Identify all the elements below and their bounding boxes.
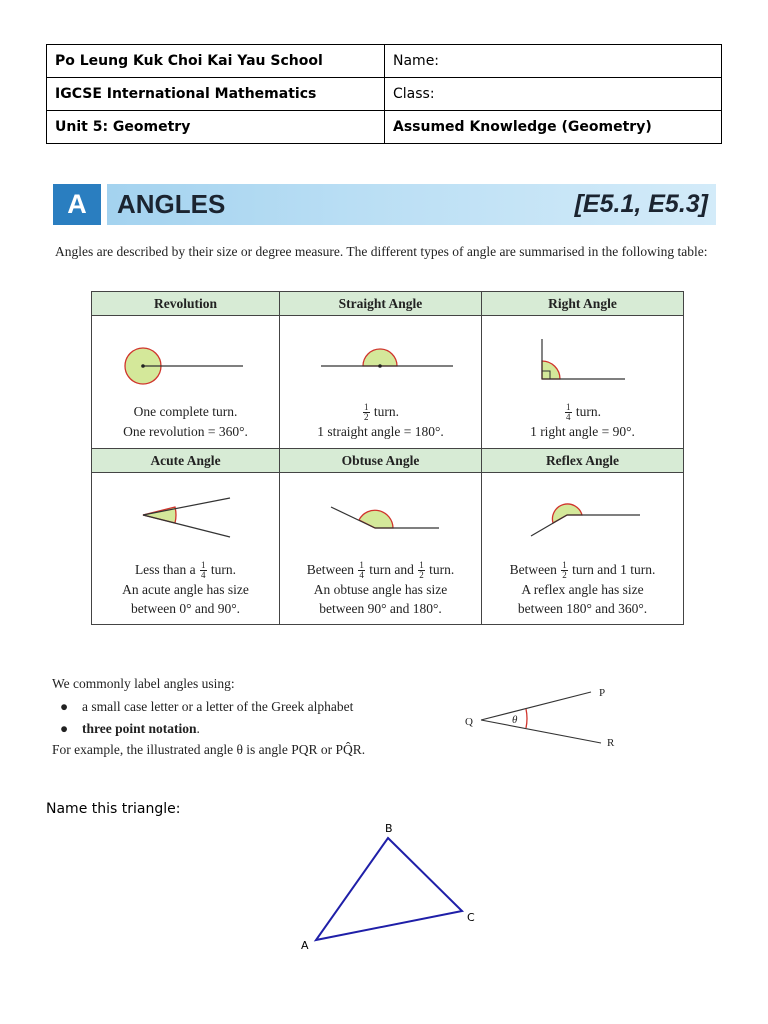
labelling-example: For example, the illustrated angle θ is angle PQR or PQ̂R. — [52, 742, 366, 757]
triangle-prompt: Name this triangle: — [46, 801, 181, 817]
heading-obtuse-angle: Obtuse Angle — [279, 448, 482, 473]
labelling-intro: We commonly label angles using: — [52, 676, 235, 691]
list-item: ● a small case letter or a letter of the Greek alphabet — [60, 699, 354, 714]
list-item: ● three point notation. — [60, 721, 200, 736]
class-field-label: Class: — [385, 78, 722, 111]
right-angle-diagram — [542, 339, 625, 379]
revolution-diagram — [125, 348, 243, 384]
section-reference: [E5.1, E5.3] — [574, 190, 708, 218]
label-p: P — [599, 687, 606, 699]
name-field-label: Name: — [385, 45, 722, 78]
unit-name: Unit 5: Geometry — [47, 111, 385, 144]
acute-angle-description: Less than a $\frac{1}{4}$ turn. An acute angle has size between 0° and 90°. — [122, 560, 249, 617]
label-q: Q — [465, 716, 473, 728]
heading-right-angle: Right Angle — [481, 291, 684, 316]
vertex-a-label: A — [301, 939, 309, 952]
straight-angle-diagram — [321, 349, 453, 368]
obtuse-angle-diagram — [331, 507, 439, 528]
vertex-b-label: B — [385, 822, 393, 835]
angle-types-table — [91, 291, 684, 625]
label-r: R — [607, 737, 615, 749]
triangle-diagram — [290, 815, 490, 960]
heading-straight-angle: Straight Angle — [279, 291, 482, 316]
section-title: ANGLES — [117, 189, 226, 219]
reflex-angle-diagram — [531, 504, 640, 536]
school-name: Po Leung Kuk Choi Kai Yau School — [47, 45, 385, 78]
section-banner — [53, 184, 716, 225]
revolution-description: One complete turn. One revolution = 360°. — [123, 404, 248, 439]
intro-paragraph: Angles are described by their size or degree measure. The different types of angle are summarised in the following table: — [55, 244, 708, 259]
course-name: IGCSE International Mathematics — [47, 78, 385, 111]
straight-angle-description: $\frac{1}{2}$ turn. 1 straight angle = 180°. — [317, 402, 444, 440]
heading-revolution: Revolution — [91, 291, 280, 316]
labelling-bullets — [60, 696, 353, 740]
right-angle-description: $\frac{1}{4}$ turn. 1 right angle = 90°. — [530, 402, 635, 440]
label-theta: θ — [512, 714, 518, 726]
reflex-angle-description: Between $\frac{1}{2}$ turn and 1 turn. A reflex angle has size between 180° and 360°. — [509, 560, 656, 617]
acute-angle-diagram — [143, 498, 230, 537]
topic-name: Assumed Knowledge (Geometry) — [385, 111, 722, 144]
vertex-c-label: C — [467, 911, 475, 924]
obtuse-angle-description: Between $\frac{1}{4}$ turn and $\frac{1}{2}$ turn. An obtuse angle has size between 90° and 180°. — [306, 560, 455, 617]
pqr-angle-diagram — [455, 680, 630, 760]
heading-reflex-angle: Reflex Angle — [481, 448, 684, 473]
heading-acute-angle: Acute Angle — [91, 448, 280, 473]
section-letter: A — [53, 184, 101, 225]
header-table — [46, 44, 722, 144]
